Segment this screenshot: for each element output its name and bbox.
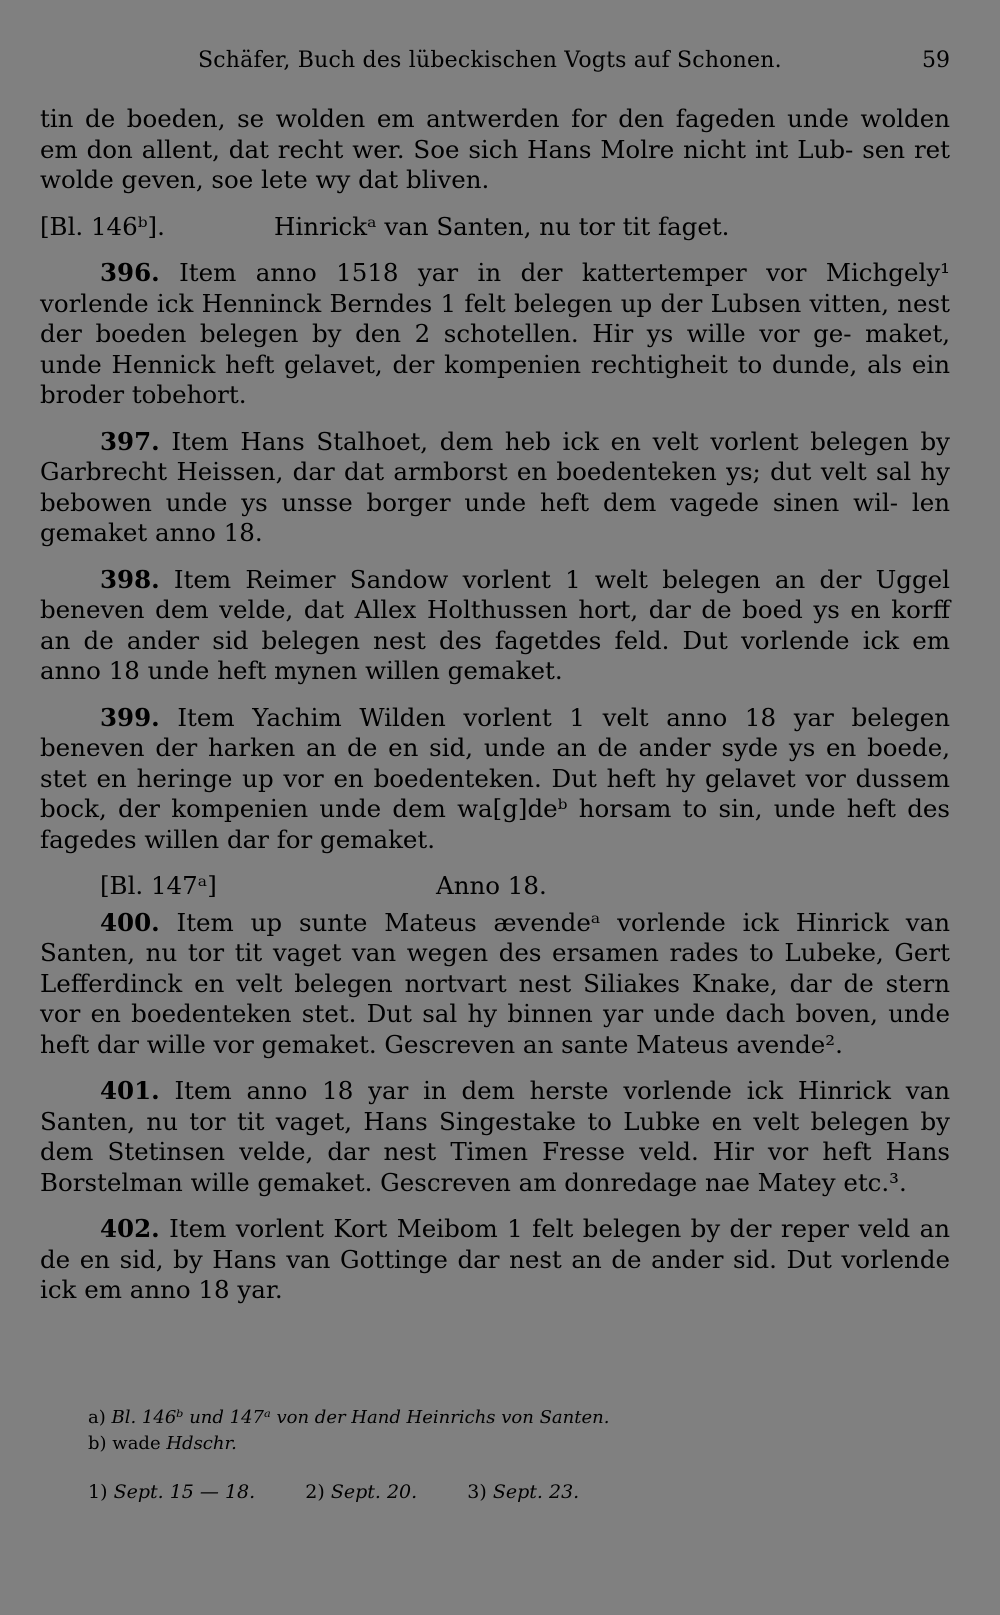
text-line: beneven dem velde, dat Allex Holthussen hort, dar de boed ys en: [40, 595, 881, 624]
folio-heading-text: Hinrickᵃ van Santen, nu tor tit faget.: [274, 211, 730, 241]
entry-396: [40, 258, 950, 411]
text-line: avende².: [736, 1029, 843, 1059]
footnote-date: Sept. 23.: [492, 1481, 580, 1503]
text-line: veld an de en sid, by Hans van Gottinge dar nest an de ander sid.: [40, 1214, 950, 1274]
folio-heading: [40, 212, 950, 243]
folio-heading: [40, 871, 950, 902]
entry-398: [40, 565, 950, 687]
year-heading: Anno 18.: [436, 871, 547, 900]
entry-number: 399.: [100, 702, 160, 732]
footnote-date: Sept. 15 — 18.: [113, 1481, 256, 1503]
page-number: 59: [922, 48, 950, 73]
footnote-a: [88, 1406, 788, 1430]
text-line: stet en heringe up vor en boedenteken. Dut heft hy gelavet vor: [40, 763, 846, 793]
entry-400: [40, 908, 950, 1061]
text-line: ick em anno 18 unde heft mynen willen gemaket.: [40, 625, 951, 685]
text-line: Gert Lefferdinck en velt belegen nortvart nest Siliakes Knake, dar: [40, 938, 950, 998]
text-line: beneven der harken an de en sid, unde an de ander syde ys en boede,: [40, 733, 950, 762]
footnote-mark: 1): [88, 1481, 108, 1503]
text-line: hy bebowen unde ys unsse borger unde heft dem vagede sinen wil-: [40, 457, 950, 517]
text-line: tin de boeden, se wolden em antwerden for den fageden unde wolden: [40, 104, 950, 133]
text-line: als ein broder tobehort.: [40, 349, 950, 409]
text-line: Santen, nu tor tit vaget, Hans Singestake to Lubke en velt belegen: [40, 1106, 910, 1136]
entry-number: 398.: [100, 564, 160, 594]
text-line: nest der boeden belegen by den 2 schotellen. Hir ys wille vor ge-: [40, 288, 950, 348]
text-line: vorlende ick Henninck Berndes 1 felt belegen up der Lubsen vitten,: [40, 288, 889, 318]
text-line: Dut vorlende ick em anno 18 yar.: [40, 1244, 951, 1304]
text-line: Item vorlent Kort Meibom 1 felt belegen by der reper: [169, 1214, 849, 1243]
footnote-text: wade: [112, 1433, 161, 1454]
text-line: de stern vor en boedenteken stet. Dut sal hy binnen yar unde dach: [40, 968, 950, 1028]
intro-paragraph: [40, 104, 950, 196]
footnote-text: Bl. 146ᵇ und 147ᵃ von der Hand Heinrichs von Santen.: [111, 1407, 610, 1428]
main-text: [40, 104, 950, 1306]
entry-number: 400.: [100, 907, 160, 937]
text-line: korff an de ander sid belegen nest des fagetdes feld. Dut vorlende: [40, 595, 950, 655]
entry-number: 396.: [100, 258, 160, 287]
text-line: Item anno 1518 yar in der kattertemper vor Michgely¹: [179, 258, 950, 287]
entry-397: [40, 427, 950, 549]
folio-reference: [Bl. 146ᵇ].: [40, 211, 165, 241]
folio-reference: [Bl. 147ᵃ]: [100, 871, 217, 900]
text-line: dussem bock, der kompenien unde dem wa[g]deᵇ horsam to sin, unde: [40, 763, 950, 823]
text-line: Item Hans Stalhoet, dem heb ick en velt vorlent belegen by: [171, 426, 950, 456]
entry-402: [40, 1214, 950, 1306]
text-line: Item Yachim Wilden vorlent 1 velt anno 18 yar belegen: [177, 702, 950, 732]
text-line: len gemaket anno 18.: [40, 487, 950, 547]
footnote-mark: 3): [467, 1481, 487, 1503]
text-line: heft des fagedes willen dar for gemaket.: [40, 794, 950, 854]
entry-401: [40, 1076, 950, 1198]
footnote-mark: a): [88, 1407, 106, 1428]
text-line: boven, unde heft dar wille vor gemaket. Gescreven an sante Mateus: [40, 999, 950, 1059]
header-title: Schäfer, Buch des lübeckischen Vogts auf Schonen.: [198, 48, 782, 73]
text-line: Matey etc.³.: [757, 1167, 907, 1197]
text-line: Item Reimer Sandow vorlent 1 welt belegen an der Uggel: [173, 564, 950, 594]
footnote-date: Sept. 20.: [330, 1481, 418, 1503]
text-line: Item anno 18 yar in dem herste vorlende ick Hinrick van: [174, 1076, 950, 1105]
text-line: by dem Stetinsen velde, dar nest Timen Fresse veld. Hir vor heft: [40, 1106, 950, 1166]
footnote-source: Hdschr.: [166, 1433, 237, 1454]
entry-number: 397.: [100, 426, 160, 456]
text-line: sen ret wolde geven, soe lete wy dat bliven.: [40, 134, 950, 194]
entry-399: [40, 703, 950, 856]
footnote-mark: 2): [305, 1481, 325, 1503]
text-line: Item up sunte Mateus ævendeᵃ vorlende ick Hinrick van: [176, 907, 950, 937]
running-header: [0, 48, 1000, 80]
footnote-mark: b): [88, 1433, 107, 1454]
text-line: Garbrecht Heissen, dar dat armborst en boedenteken ys; dut velt sal: [40, 457, 912, 486]
entry-number: 401.: [100, 1076, 160, 1105]
entry-number: 402.: [100, 1214, 160, 1243]
text-line: Hans Borstelman wille gemaket. Gescreven am donredage nae: [40, 1137, 950, 1197]
text-line: maket, unde Hennick heft gelavet, der kompenien rechtigheit to dunde,: [40, 319, 950, 379]
text-line: em don allent, dat recht wer. Soe sich Hans Molre nicht int Lub-: [40, 134, 854, 164]
footnote-b: [88, 1432, 788, 1456]
date-footnotes: [88, 1480, 788, 1504]
text-line: Santen, nu tor tit vaget van wegen des ersamen rades to Lubeke,: [40, 938, 884, 967]
